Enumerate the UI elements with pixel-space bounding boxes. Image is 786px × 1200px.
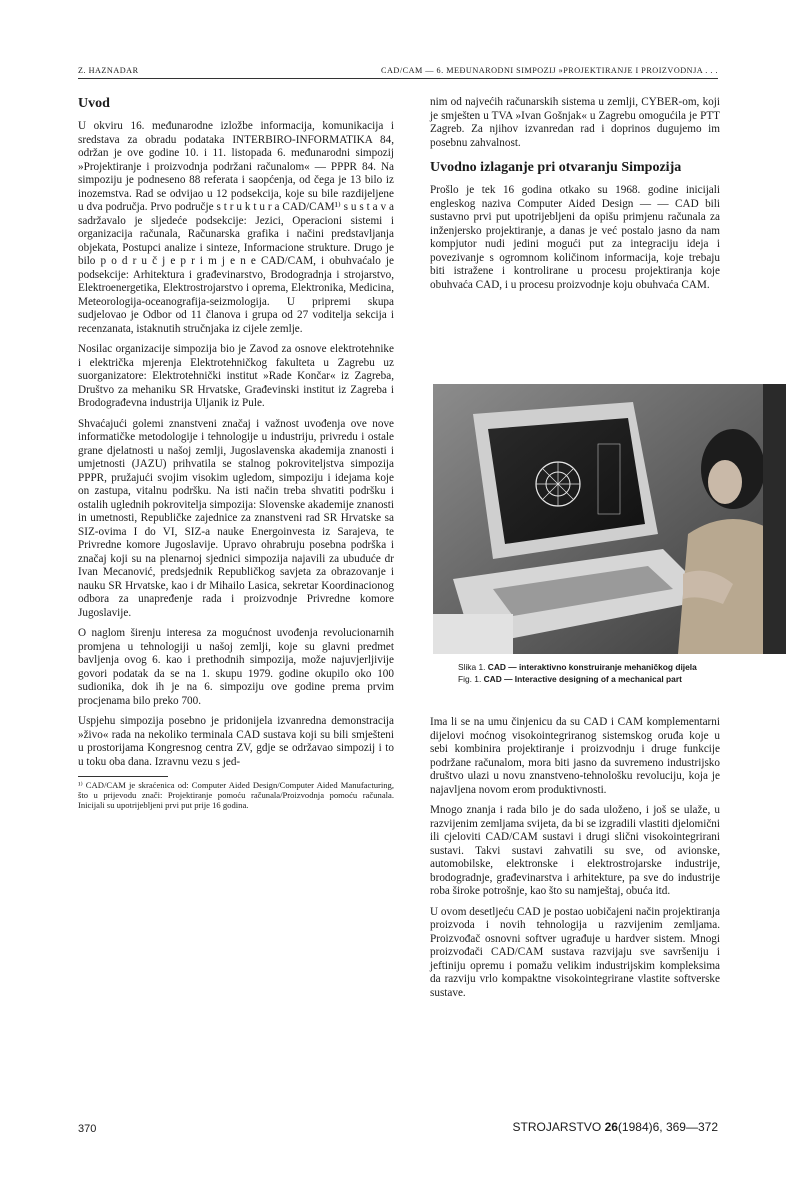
header-rule [78, 78, 718, 79]
caption-text: CAD — interaktivno konstruiranje mehaničkog dijela [487, 662, 697, 672]
paragraph: O naglom širenju interesa za mogućnost uvođenja revolucionarnih promjena u tehnologiji u našoj zemlji, koje su glavni predmet bavljenja ovog 6. kao i prethodnih simpozija, može najuvjerljivije govori podatak da se na 1. skupu 1979. godine okupilo oko 100 sudionika, dok ih je na 6. simpoziju ove godine prema prvim procjenama bilo preko 700. [78, 627, 394, 707]
cad-workstation-photo [433, 384, 786, 654]
section-heading-uvodno-izlaganje: Uvodno izlaganje pri otvaranju Simpozija [430, 160, 682, 175]
journal-citation [513, 1120, 718, 1134]
running-head-author: Z. HAZNADAR [78, 66, 139, 75]
caption-text: CAD — Interactive designing of a mechanical part [483, 674, 682, 684]
paragraph: U ovom desetljeću CAD je postao uobičajeni način projektiranja proizvoda i novih tehnologija u razvijenim zemljama. Proizvođač osnovni softver ugrađuje u hardver sistem. Mnogi proizvođači CAD/CAM sustava razvijaju sve savršeniju i jeftiniju opremu i pomažu velikim industrijskim kompleksima da razviju vrlo kompaktne visokointegrirane vlastite softverske sustave. [430, 905, 720, 999]
figure-photo [433, 384, 786, 654]
footnote: ¹⁾ CAD/CAM je skraćenica od: Computer Aided Design/Computer Aided Manufacturing, što u prijevodu znači: Projektiranje pomoću računala/Proizvodnja pomoću računala. Inicijali su upotrijebljeni prvi put prije 16 godina. [78, 780, 394, 810]
section-heading-uvod: Uvod [78, 96, 110, 111]
caption-label: Slika 1. [458, 662, 486, 672]
caption-croatian [458, 661, 758, 673]
journal-volume: 26 [604, 1120, 618, 1134]
paragraph: Shvaćajući golemi znanstveni značaj i važnost uvođenja ove nove informatičke metodologije i tehnologije u industriju, privredu i ostale grane djelatnosti u našoj zemlji, Jugoslavenska akademija znanosti i umjetnosti (JAZU) prihvatila se stalnog pokroviteljstva simpozija PPPR, pružajući svojim visokim ugledom, simpoziju i idejama koje on zastupa, vitalnu podršku. Na isti način treba shvatiti podršku i ostalih uglednih pokrovitelja simpozija: Slovenske akademije znanosti in umetnosti, Republičke zajednice za znanstveni rad SR Hrvatske sa SIZ-ovima I do VI, SIZ-a nauke Energoinvesta iz Sarajeva, te Privredne komore Jugoslavije. Upravo ohrabruju posebna podrška i značaj koji su na plenarnoj sjednici simpozija najavili za ubuduće dr Ivan Mecanović, predsjednik Republičkog savjeta za obrazovanje i nauku SR Hrvatske, kao i dr Mihailo Lasica, sekretar Koordinacionog odbora za unapređenje rada i proizvodnje Privredne komore Jugoslavije. [78, 417, 394, 619]
paragraph: nim od najvećih računarskih sistema u zemlji, CYBER-om, koji je smješten u TVA »Ivan Gošnjak« u Zagrebu omogućila je PTT Zagreb. Za njihov izvanredan rad i doprinos dugujemo im posebnu zahvalnost. [430, 96, 720, 149]
paragraph: Prošlo je tek 16 godina otkako su 1968. godine inicijali engleskog naziva Computer Aided Design — — CAD bili sustavno prvi put upotrijebljeni da opišu primjenu računala za inženjersko projektiranje, a danas je već postalo jasno da nam kompjutor nudi jedini mogući put za integraciju ideja i povezivanje s ogromnom količinom informacija, koje trebaju biti istražene i kontrolirane u procesu projektiranja koje obuhvaća CAD, i u procesu proizvodnje koju obuhvaća CAM. [430, 184, 720, 291]
figure-caption [458, 661, 758, 685]
caption-english [458, 673, 758, 685]
left-column [78, 96, 394, 810]
paragraph: U okviru 16. međunarodne izložbe informacija, komunikacija i sredstava za obradu podataka INTERBIRO-INFORMATIKA 84, održan je ove godine 10. i 11. listopada 6. međunarodni simpozij »Projektiranje i proizvodnja podržani računalom« — PPPR 84. Na simpoziju je podneseno 88 referata i saopćenja, od čega je 13 bilo iz inozemstva. Rad se odvijao u 12 podsekcija, koje su bile razdijeljene u dva područja. Prvo područje s t r u k t u r a CAD/CAM¹⁾ s u s t a v a sadržavalo je sljedeće podsekcije: Jezici, Operacioni sistemi i organizacija računala, Računarska grafika i načini predstavljanja objekata, Postupci analize i sinteze, Informacione strukture. Drugo je bilo p o d r u č j e p r i m j e n e CAD/CAM, i obuhvaćalo je podsekcije: Arhitektura i građevinarstvo, Brodogradnja i strojarstvo, Elektroenergetika, Elektrostrojarstvo i oprema, Elektronika, Medicina, Meteorologija-oceanografija-seizmologija. U pripremi skupa sudjelovao je Odbor od 11 članova i grupa od 27 voditelja sekcija i recenzanata, istaknutih stručnjaka iz cijele zemlje. [78, 120, 394, 335]
journal-issue: (1984)6, 369—372 [617, 1120, 718, 1134]
page-number: 370 [78, 1123, 97, 1135]
paragraph: Uspjehu simpozija posebno je pridonijela izvanredna demonstracija »živo« rada na nekoliko terminala CAD sustava koji su bili smješteni u prostorijama Kongresnog centra ZV, gdje se održavao simpozij i to u toku oba dana. Izravnu vezu s jed- [78, 715, 394, 768]
footnote-rule [78, 776, 168, 777]
caption-label: Fig. 1. [458, 674, 482, 684]
paragraph: Mnogo znanja i rada bilo je do sada uloženo, i još se ulaže, u razvijenim zemljama svijeta, da bi se izgradili vlastiti djelomični ili cjeloviti CAD/CAM sustavi i drugi slični visokointegrirani sustavi. Takvi sustavi zahvatili su sve, od avionske, automobilske, elektronske i elektrostrojarske industrije, brodogradnje, građevinarstva i arhitekture, pa sve do industrije roba široke potrošnje, kao što su namještaj, obuća itd. [430, 804, 720, 897]
right-column-bottom [430, 716, 720, 1007]
running-head-title: CAD/CAM — 6. MEĐUNARODNI SIMPOZIJ »PROJEKTIRANJE I PROIZVODNJA . . . [381, 66, 718, 75]
journal-name: STROJARSTVO [512, 1120, 602, 1134]
paragraph: Ima li se na umu činjenicu da su CAD i CAM komplementarni dijelovi moćnog visokointegriranog sistemskog oruđa koje u sebi kombinira projektiranje i proizvodnju i druge funkcije podržane računalom, mora biti jasno da suvremeno industrijsko društvo ulazi u novu znanstveno-tehnološku revoluciju, koja je najavljena novom erom produktivnosti. [430, 716, 720, 796]
paragraph: Nosilac organizacije simpozija bio je Zavod za osnove elektrotehnike i električka mjerenja Elektrotehničkog fakulteta u Zagrebu uz suorganizatore: Elektrotehnički institut »Rade Končar« iz Zagreba, Društvo za mehaniku SR Hrvatske, Građevinski institut iz Zagreba i Brodograđevna industrija Uljanik iz Pule. [78, 343, 394, 409]
right-column-top [430, 96, 720, 299]
